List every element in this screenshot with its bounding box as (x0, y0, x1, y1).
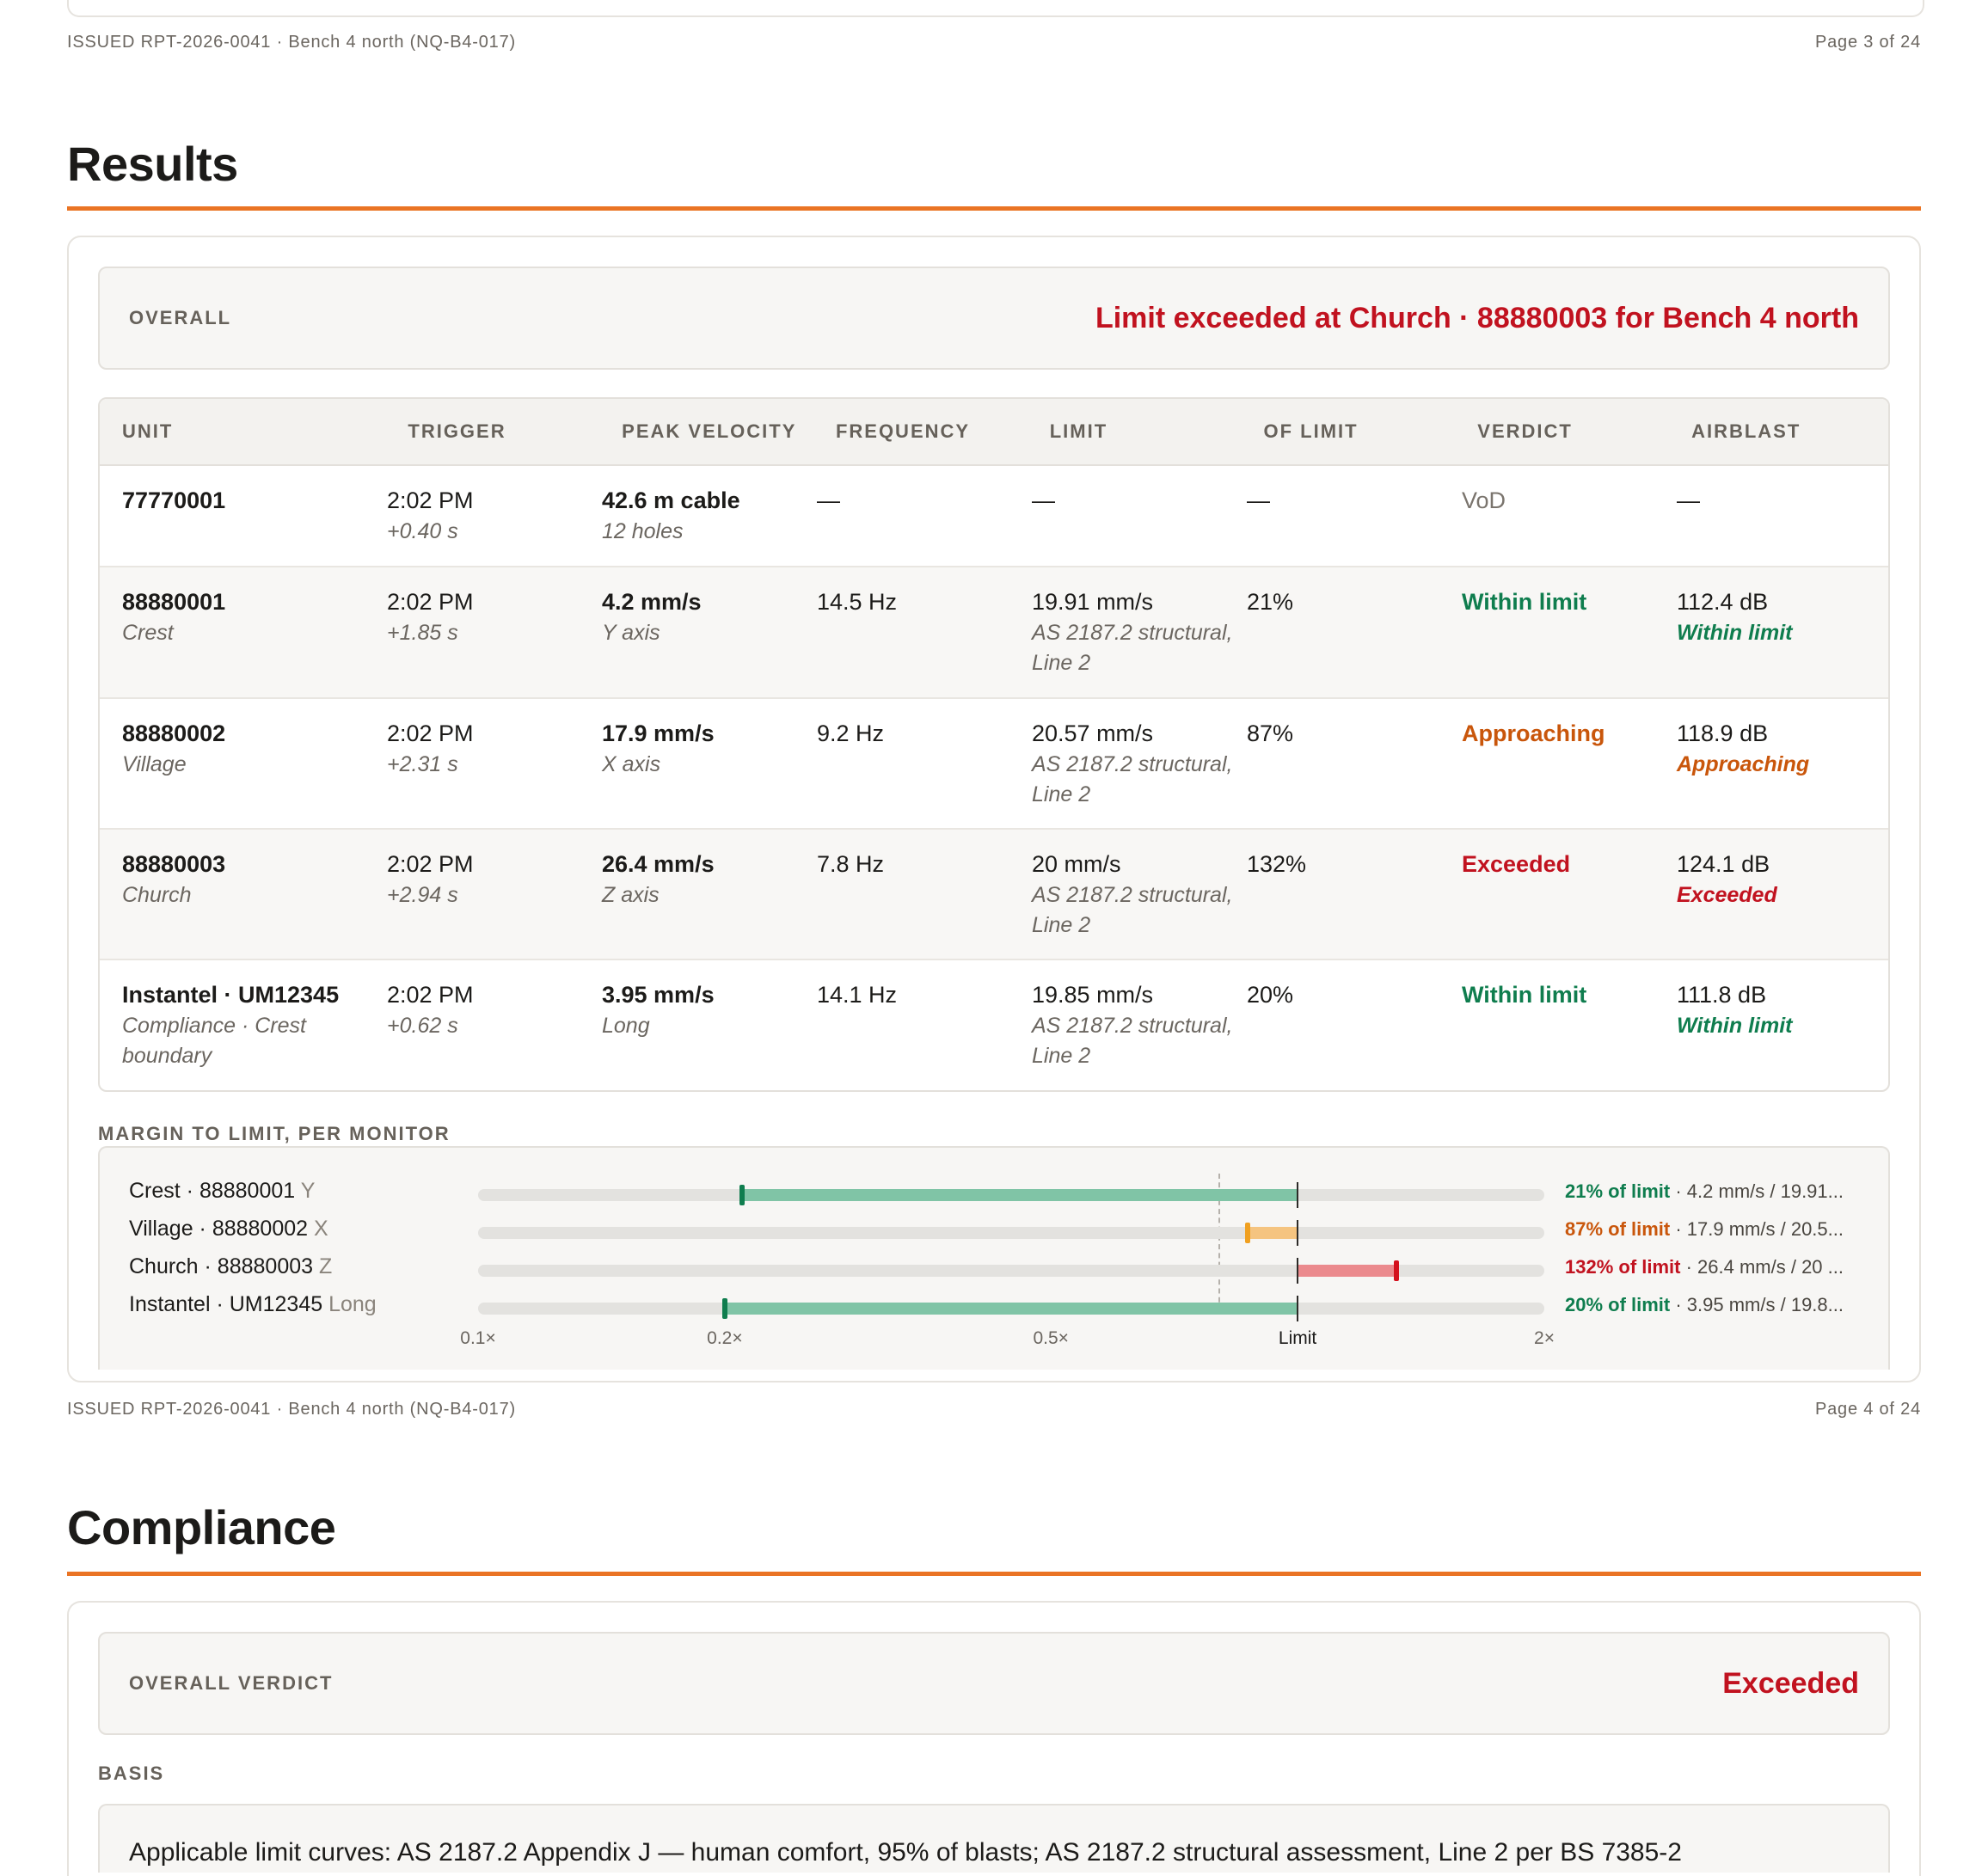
page-footer (67, 33, 1921, 52)
trigger-time: 2:02 PM (387, 720, 474, 746)
margin-section-label: MARGIN TO LIMIT, PER MONITOR (98, 1123, 451, 1144)
results-rule (67, 206, 1921, 211)
results-heading: Results (67, 137, 238, 191)
peak-note: 12 holes (602, 519, 684, 543)
margin-value-marker (722, 1298, 727, 1319)
limit: — (1032, 487, 1055, 513)
limit-standard: AS 2187.2 structural, Line 2 (1032, 883, 1233, 937)
limit-marker (1297, 1258, 1298, 1284)
col-peak: PEAK VELOCITY (622, 420, 797, 442)
overall-value: Limit exceeded at Church · 88880003 for Bench 4 north (1095, 301, 1859, 334)
margin-bar (1248, 1227, 1298, 1239)
page-number: Page 3 of 24 (1814, 33, 1921, 52)
monitor-name: Village · 88880002 (129, 1217, 309, 1241)
monitor-axis: Long (328, 1292, 377, 1316)
airblast-verdict: Within limit (1677, 1014, 1793, 1038)
table-row[interactable] (100, 567, 1888, 699)
margin-row (100, 1211, 1888, 1249)
margin-row (100, 1287, 1888, 1325)
peak-axis: X axis (602, 752, 661, 776)
verdict-badge: Within limit (1462, 589, 1587, 615)
page-footer (67, 1400, 1921, 1419)
monitor-axis: Z (319, 1254, 333, 1278)
margin-bar (742, 1189, 1298, 1201)
peak-axis: Y axis (602, 621, 660, 645)
trigger-offset: +0.62 s (387, 1014, 458, 1038)
trigger-offset: +2.31 s (387, 752, 458, 776)
trigger-time: 2:02 PM (387, 487, 474, 513)
margin-detail: · 4.2 mm/s / 19.91... (1670, 1180, 1844, 1202)
airblast-verdict: Approaching (1677, 752, 1810, 776)
col-of-limit: OF LIMIT (1263, 420, 1359, 442)
peak-value: 17.9 mm/s (602, 720, 715, 746)
trigger-offset: +1.85 s (387, 621, 458, 645)
peak-value: 3.95 mm/s (602, 982, 715, 1008)
airblast: 118.9 dB (1677, 720, 1769, 746)
airblast: 111.8 dB (1677, 982, 1767, 1008)
unit-id: 77770001 (122, 487, 226, 513)
unit-location: Crest (122, 621, 174, 645)
peak-axis: Long (602, 1014, 650, 1038)
trigger-offset: +0.40 s (387, 519, 458, 543)
margin-axis-ticks (100, 1328, 1888, 1354)
margin-percent: 20% of limit (1565, 1294, 1671, 1315)
trigger-time: 2:02 PM (387, 982, 474, 1008)
unit-id: 88880003 (122, 851, 226, 877)
compliance-heading: Compliance (67, 1500, 336, 1554)
margin-value-marker (739, 1185, 745, 1205)
of-limit: 20% (1247, 982, 1294, 1008)
airblast-verdict: Within limit (1677, 621, 1793, 645)
of-limit: 132% (1247, 851, 1307, 877)
basis-label: BASIS (98, 1763, 165, 1784)
limit-standard: AS 2187.2 structural, Line 2 (1032, 752, 1233, 806)
limit-marker (1297, 1296, 1298, 1321)
frequency: 14.1 Hz (817, 982, 898, 1008)
margin-bar (725, 1303, 1298, 1315)
monitor-name: Church · 88880003 (129, 1254, 314, 1278)
monitor-axis: X (314, 1217, 328, 1241)
axis-tick-label: 0.2× (707, 1328, 743, 1348)
compliance-rule (67, 1572, 1921, 1576)
airblast-verdict: Exceeded (1677, 883, 1777, 907)
trigger-time: 2:02 PM (387, 851, 474, 877)
of-limit: 87% (1247, 720, 1294, 746)
basis-text-box (98, 1804, 1890, 1873)
results-table (98, 397, 1890, 1092)
frequency: 9.2 Hz (817, 720, 885, 746)
table-row[interactable] (100, 830, 1888, 960)
margin-detail: · 3.95 mm/s / 19.8... (1670, 1294, 1844, 1315)
table-header (100, 399, 1888, 466)
margin-chart (98, 1146, 1890, 1370)
margin-detail: · 17.9 mm/s / 20.5... (1670, 1218, 1844, 1240)
margin-row (100, 1249, 1888, 1287)
margin-track (478, 1303, 1544, 1315)
axis-tick-label: 2× (1534, 1328, 1555, 1348)
verdict-badge: Exceeded (1462, 851, 1571, 877)
of-limit: — (1247, 487, 1270, 513)
compliance-card (67, 1601, 1921, 1876)
margin-percent: 21% of limit (1565, 1180, 1671, 1202)
trigger-time: 2:02 PM (387, 589, 474, 615)
unit-location: Village (122, 752, 187, 776)
monitor-name: Crest · 88880001 (129, 1179, 296, 1203)
limit: 20.57 mm/s (1032, 720, 1154, 746)
col-unit: UNIT (122, 420, 174, 442)
frequency: — (817, 487, 840, 513)
monitor-axis: Y (300, 1179, 316, 1203)
verdict-badge: Within limit (1462, 982, 1587, 1008)
margin-percent: 87% of limit (1565, 1218, 1671, 1240)
limit-marker (1297, 1220, 1298, 1246)
unit-id: 88880001 (122, 589, 226, 615)
issued-label: ISSUED RPT-2026-0041 · Bench 4 north (NQ-B4-017) (67, 1400, 516, 1419)
margin-track (478, 1227, 1544, 1239)
overall-banner (98, 267, 1890, 370)
issued-label: ISSUED RPT-2026-0041 · Bench 4 north (NQ-B4-017) (67, 33, 516, 52)
table-row[interactable] (100, 960, 1888, 1092)
col-frequency: FREQUENCY (835, 420, 971, 442)
airblast: 112.4 dB (1677, 589, 1769, 615)
verdict: VoD (1462, 487, 1506, 513)
airblast: 124.1 dB (1677, 851, 1770, 877)
unit-location: Church (122, 883, 192, 907)
limit-standard: AS 2187.2 structural, Line 2 (1032, 1014, 1233, 1068)
verdict-badge: Approaching (1462, 720, 1605, 746)
overall-verdict-value: Exceeded (1722, 1666, 1859, 1700)
peak-axis: Z axis (602, 883, 660, 907)
limit-marker (1297, 1182, 1298, 1208)
axis-tick-label: 0.5× (1033, 1328, 1069, 1348)
of-limit: 21% (1247, 589, 1294, 615)
overall-verdict-banner (98, 1632, 1890, 1735)
limit: 19.91 mm/s (1032, 589, 1154, 615)
overall-verdict-label: OVERALL VERDICT (129, 1672, 334, 1694)
overall-label: OVERALL (129, 307, 232, 328)
margin-percent: 132% of limit (1565, 1256, 1681, 1278)
margin-row (100, 1174, 1888, 1211)
peak-value: 42.6 m cable (602, 487, 740, 513)
previous-page-edge (67, 0, 1924, 17)
axis-tick-label: Limit (1278, 1328, 1317, 1348)
monitor-name: Instantel · UM12345 (129, 1292, 323, 1316)
margin-track (478, 1189, 1544, 1201)
limit: 20 mm/s (1032, 851, 1121, 877)
col-verdict: VERDICT (1477, 420, 1573, 442)
frequency: 7.8 Hz (817, 851, 885, 877)
margin-value-marker (1245, 1223, 1250, 1243)
frequency: 14.5 Hz (817, 589, 898, 615)
table-row[interactable] (100, 699, 1888, 830)
page-number: Page 4 of 24 (1814, 1400, 1921, 1419)
margin-detail: · 26.4 mm/s / 20 ... (1680, 1256, 1844, 1278)
col-limit: LIMIT (1049, 420, 1108, 442)
margin-bar (1298, 1265, 1396, 1277)
margin-track (478, 1265, 1544, 1277)
unit-id: Instantel · UM12345 (122, 982, 340, 1008)
unit-id: 88880002 (122, 720, 226, 746)
peak-value: 26.4 mm/s (602, 851, 715, 877)
axis-tick-label: 0.1× (460, 1328, 496, 1348)
col-trigger: TRIGGER (408, 420, 506, 442)
table-row[interactable] (100, 466, 1888, 567)
results-card (67, 236, 1921, 1382)
peak-value: 4.2 mm/s (602, 589, 702, 615)
margin-value-marker (1394, 1260, 1399, 1281)
col-airblast: AIRBLAST (1691, 420, 1801, 442)
unit-location: Compliance · Crest boundary (122, 1014, 306, 1068)
trigger-offset: +2.94 s (387, 883, 458, 907)
limit-standard: AS 2187.2 structural, Line 2 (1032, 621, 1233, 675)
limit: 19.85 mm/s (1032, 982, 1154, 1008)
basis-text: Applicable limit curves: AS 2187.2 Appendix J — human comfort, 95% of blasts; AS 2187.2 structural assessment, Line 2 per BS 7385-2 (129, 1838, 1682, 1867)
airblast: — (1677, 487, 1700, 513)
